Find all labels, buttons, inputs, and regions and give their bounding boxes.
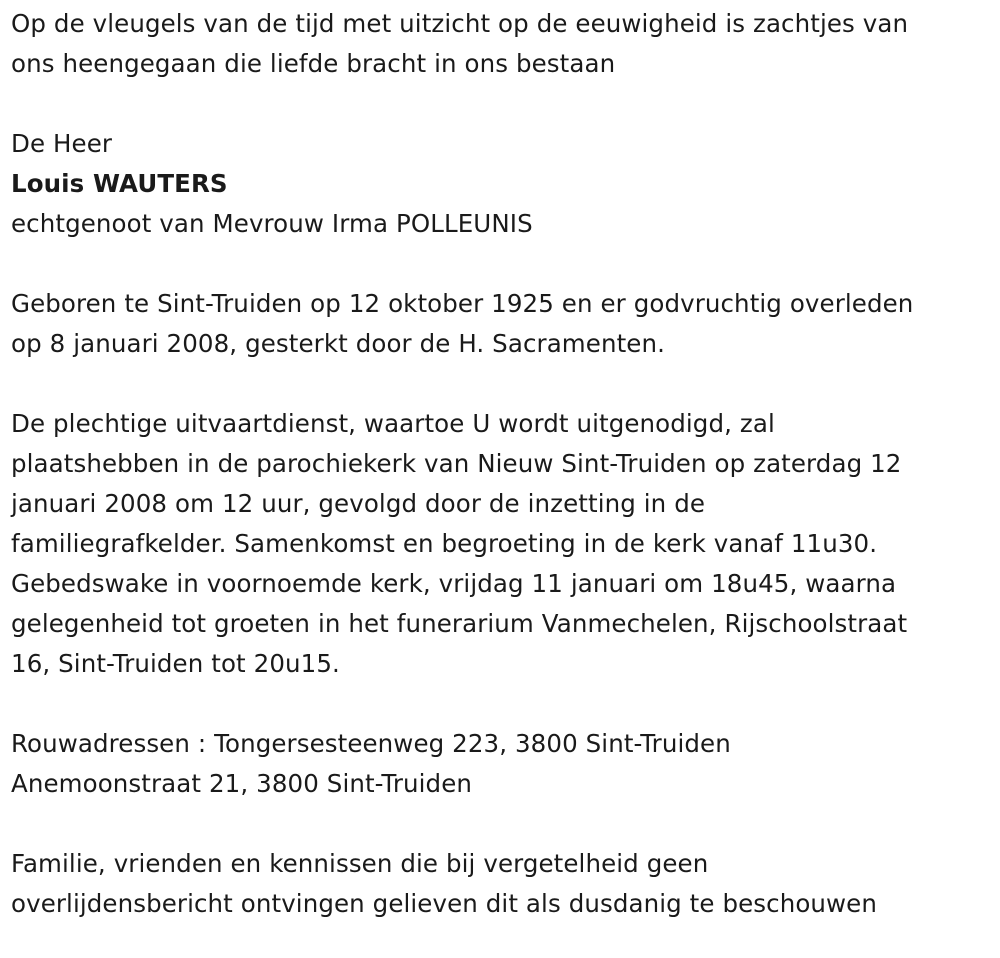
birth-death-paragraph	[11, 284, 990, 364]
deceased-name: Louis WAUTERS	[11, 169, 228, 198]
intro-line: ons heengegaan die liefde bracht in ons bestaan	[11, 49, 616, 78]
service-line: De plechtige uitvaartdienst, waartoe U wordt uitgenodigd, zal	[11, 409, 775, 438]
service-line: plaatshebben in de parochiekerk van Nieuw Sint-Truiden op zaterdag 12	[11, 449, 902, 478]
paragraph-gap	[11, 804, 990, 844]
birth-death-line: op 8 januari 2008, gesterkt door de H. Sacramenten.	[11, 329, 665, 358]
spouse-line: echtgenoot van Mevrouw Irma POLLEUNIS	[11, 209, 533, 238]
paragraph-gap	[11, 364, 990, 404]
addresses-paragraph	[11, 724, 990, 804]
address-line: Rouwadressen : Tongersesteenweg 223, 3800 Sint-Truiden	[11, 729, 731, 758]
service-line: 16, Sint-Truiden tot 20u15.	[11, 649, 340, 678]
service-line: Gebedswake in voornoemde kerk, vrijdag 11 januari om 18u45, waarna	[11, 569, 897, 598]
honorific: De Heer	[11, 129, 113, 158]
address-line: Anemoonstraat 21, 3800 Sint-Truiden	[11, 769, 472, 798]
paragraph-gap	[11, 84, 990, 124]
closing-paragraph	[11, 844, 990, 924]
intro-paragraph	[11, 4, 990, 84]
service-line: januari 2008 om 12 uur, gevolgd door de inzetting in de	[11, 489, 706, 518]
service-line: familiegrafkelder. Samenkomst en begroeting in de kerk vanaf 11u30.	[11, 529, 878, 558]
intro-line: Op de vleugels van de tijd met uitzicht op de eeuwigheid is zachtjes van	[11, 9, 909, 38]
closing-line: Familie, vrienden en kennissen die bij vergetelheid geen	[11, 849, 709, 878]
paragraph-gap	[11, 684, 990, 724]
service-line: gelegenheid tot groeten in het funerarium Vanmechelen, Rijschoolstraat	[11, 609, 908, 638]
birth-death-line: Geboren te Sint-Truiden op 12 oktober 1925 en er godvruchtig overleden	[11, 289, 914, 318]
service-paragraph	[11, 404, 990, 684]
closing-line: overlijdensbericht ontvingen gelieven dit als dusdanig te beschouwen	[11, 889, 877, 918]
paragraph-gap	[11, 244, 990, 284]
